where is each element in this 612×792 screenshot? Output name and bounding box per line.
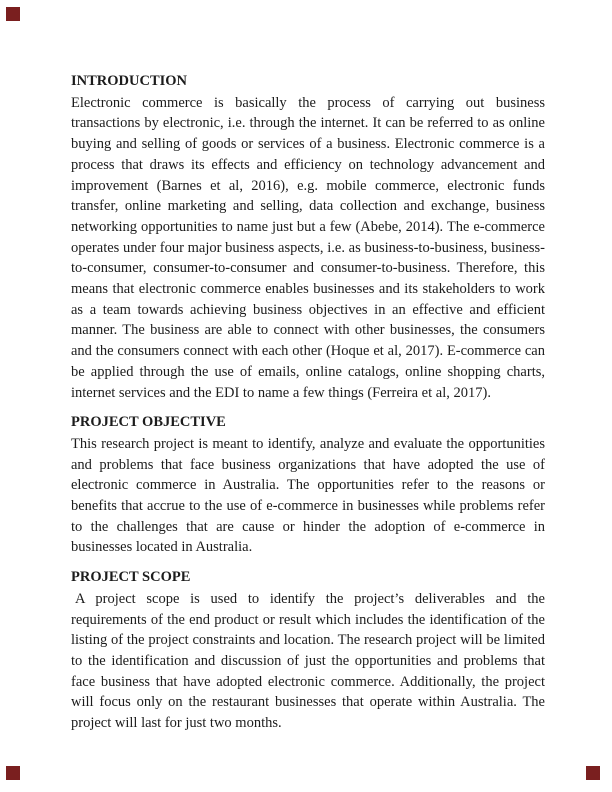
corner-marker-top-left	[6, 7, 20, 21]
corner-marker-bottom-left	[6, 766, 20, 780]
project-objective-paragraph: This research project is meant to identify, analyze and evaluate the opportunities and problems that face business organizations that have adopted the use of electronic commerce in Australia. The opportunities refer to the reasons or benefits that accrue to the use of e-commerce in businesses while problems refer to the challenges that are cause or hinder the adoption of e-commerce in businesses located in Australia.	[71, 435, 545, 556]
section-introduction	[71, 71, 545, 403]
project-scope-heading: PROJECT SCOPE	[71, 569, 191, 586]
project-scope-paragraph: A project scope is used to identify the project’s deliverables and the requirements of the end product or result which includes the identification of the listing of the project constraints and location. The research project will be limited to the identification and discussion of just the opportunities and problems that face business that have adopted electronic commerce. Additionally, the project will focus only on the restaurant businesses that operate within Australia. The project will last for just two months.	[71, 590, 545, 732]
section-project-scope	[71, 567, 545, 734]
project-objective-heading: PROJECT OBJECTIVE	[71, 414, 226, 431]
introduction-paragraph: Electronic commerce is basically the process of carrying out business transactions by electronic, i.e. through the internet. It can be referred to as online buying and selling of goods or services of a business. Electronic commerce is a process that draws its effects and efficiency on technology advancement and improvement (Barnes et al, 2016), e.g. mobile commerce, electronic funds transfer, online marketing and selling, data collection and exchange, business networking opportunities to name just but a few (Abebe, 2014). The e-commerce operates under four major business aspects, i.e. as business-to-business, business-to-consumer, consumer-to-consumer and consumer-to-business. Therefore, this means that electronic commerce enables businesses and its stakeholders to work as a team towards achieving business objectives in an effective and efficient manner. The business are able to connect with other businesses, the consumers and the consumers connect with each other (Hoque et al, 2017). E-commerce can be applied through the use of emails, online catalogs, online shopping charts, internet services and the EDI to name a few things (Ferreira et al, 2017).	[71, 94, 545, 401]
introduction-heading: INTRODUCTION	[71, 73, 188, 89]
section-project-objective	[71, 412, 545, 558]
corner-marker-bottom-right	[586, 766, 600, 780]
document-content	[71, 71, 545, 734]
